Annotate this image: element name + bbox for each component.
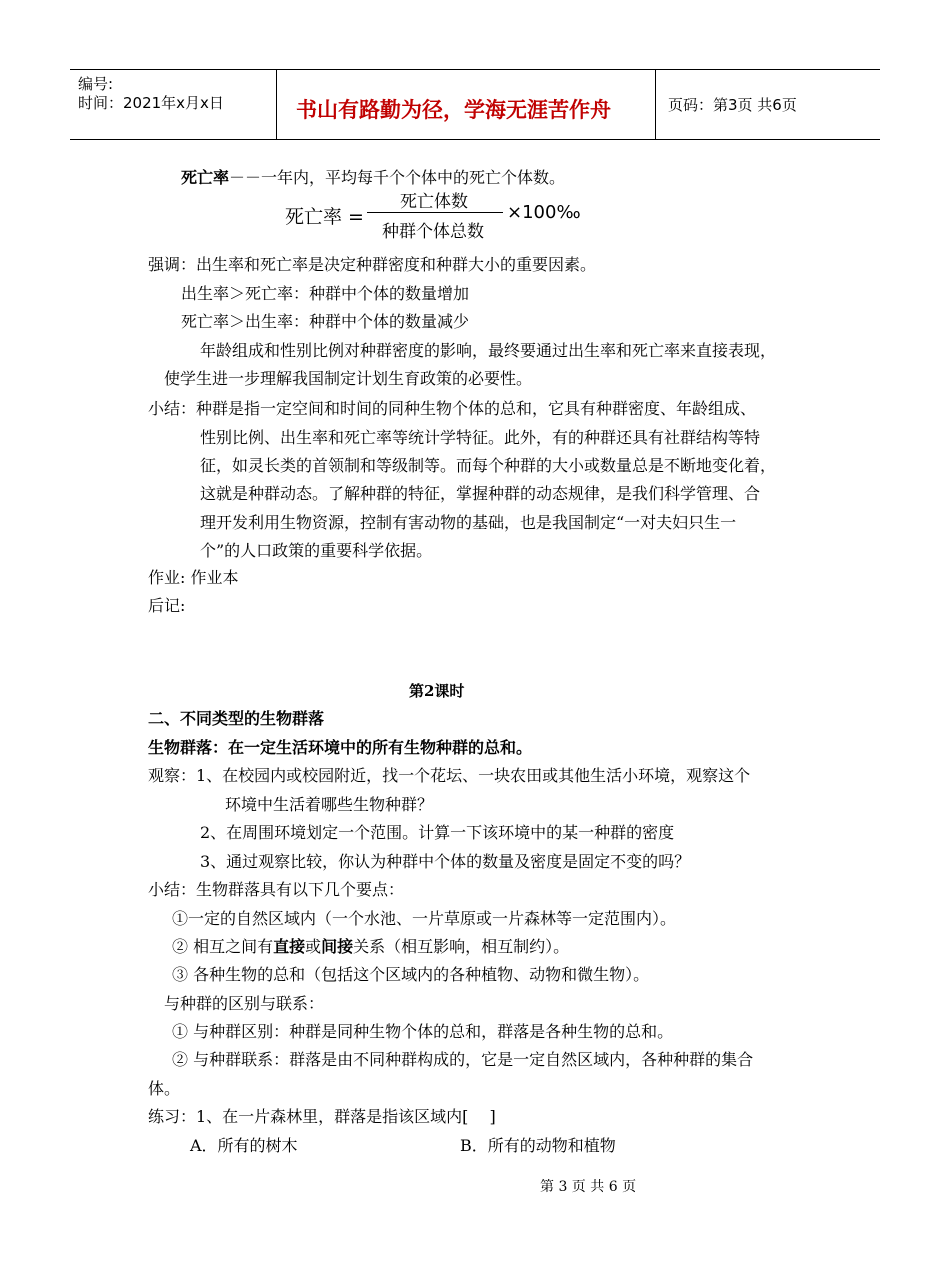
observe-line-2: 2、在周围环境划定一个范围。计算一下该环境中的某一种群的密度 <box>200 823 675 842</box>
relation-1: ① 与种群区别：种群是同种生物个体的总和，群落是各种生物的总和。 <box>172 1022 674 1041</box>
lesson-title: 第2课时 <box>409 682 465 700</box>
relation-2b: 体。 <box>148 1079 181 1098</box>
header-time-label: 时间：2021年x月x日 <box>78 94 224 112</box>
birth-gt-death-line: 出生率＞死亡率：种群中个体的数量增加 <box>181 284 470 303</box>
header-divider-left <box>276 69 277 139</box>
exercise-question: 练习：1、在一片森林里，群落是指该区域内[ ] <box>148 1107 496 1126</box>
summary-line-1: 小结：种群是指一定空间和时间的同种生物个体的总和，它具有种群密度、年龄组成、 <box>148 399 757 418</box>
death-gt-birth-line: 死亡率＞出生率：种群中个体的数量减少 <box>181 312 470 331</box>
age-paragraph-line-1: 年龄组成和性别比例对种群密度的影响，最终要通过出生率和死亡率来直接表现， <box>200 341 777 360</box>
formula-lhs: 死亡率 = <box>285 206 364 228</box>
homework-line: 作业: 作业本 <box>148 568 239 587</box>
header-bottom-rule <box>70 139 880 140</box>
formula-denominator: 种群个体总数 <box>382 222 484 242</box>
emphasis-line: 强调：出生率和死亡率是决定种群密度和种群大小的重要因素。 <box>148 255 597 274</box>
death-rate-formula <box>285 187 585 242</box>
summary-line-2: 性别比例、出生率和死亡率等统计学特征。此外，有的种群还具有社群结构等特 <box>200 428 761 447</box>
death-rate-definition <box>181 168 565 188</box>
community-summary-intro: 小结：生物群落具有以下几个要点： <box>148 880 405 899</box>
relation-2: ② 与种群联系：群落是由不同种群构成的，它是一定自然区域内，各种种群的集合 <box>172 1050 754 1069</box>
exercise-option-a: A．所有的树木 <box>190 1136 298 1155</box>
formula-rhs: ×100‰ <box>507 202 581 223</box>
summary-line-6: 个”的人口政策的重要科学依据。 <box>200 541 433 560</box>
age-paragraph-line-2: 使学生进一步理解我国制定计划生育政策的必要性。 <box>164 369 533 388</box>
point-2-direct: 直接 <box>273 937 306 956</box>
point-2 <box>172 937 569 957</box>
observe-line-1b: 环境中生活着哪些生物种群？ <box>225 795 434 814</box>
header-divider-right <box>655 69 656 139</box>
observe-line-1: 观察：1、在校园内或校园附近，找一个花坛、一块农田或其他生活小环境，观察这个 <box>148 766 751 785</box>
death-rate-text: －－一年内，平均每千个个体中的死亡个体数。 <box>229 168 566 187</box>
point-2-pre: ② 相互之间有 <box>172 937 274 956</box>
header-code-label: 编号: <box>78 75 114 93</box>
point-2-indirect: 间接 <box>321 937 354 956</box>
community-definition: 生物群落：在一定生活环境中的所有生物种群的总和。 <box>148 738 533 757</box>
formula-fraction-bar <box>367 212 503 213</box>
relation-intro: 与种群的区别与联系： <box>164 994 325 1013</box>
footer-page-number: 第 3 页 共 6 页 <box>540 1179 637 1195</box>
summary-line-5: 理开发利用生物资源，控制有害动物的基础，也是我国制定“一对夫妇只生一 <box>200 513 737 532</box>
formula-numerator: 死亡体数 <box>400 192 468 212</box>
summary-line-3: 征，如灵长类的首领制和等级制等。而每个种群的大小或数量总是不断地变化着， <box>200 456 777 475</box>
death-rate-term: 死亡率 <box>181 168 230 187</box>
section-heading: 二、不同类型的生物群落 <box>148 709 325 728</box>
point-3: ③ 各种生物的总和（包括这个区域内的各种植物、动物和微生物）。 <box>172 965 650 984</box>
summary-line-4: 这就是种群动态。了解种群的特征，掌握种群的动态规律，是我们科学管理、合 <box>200 484 761 503</box>
header-top-rule <box>70 69 880 70</box>
exercise-option-b: B．所有的动物和植物 <box>460 1136 616 1155</box>
postscript-line: 后记: <box>148 596 186 615</box>
observe-line-3: 3、通过观察比较，你认为种群中个体的数量及密度是固定不变的吗？ <box>200 852 691 871</box>
point-2-post: 关系（相互影响，相互制约）。 <box>353 937 570 956</box>
header-motto: 书山有路勤为径，学海无涯苦作舟 <box>296 97 611 122</box>
point-2-or: 或 <box>305 937 322 956</box>
header-page-label: 页码：第3页 共6页 <box>668 96 797 114</box>
point-1: ①一定的自然区域内（一个水池、一片草原或一片森林等一定范围内）。 <box>172 909 677 928</box>
